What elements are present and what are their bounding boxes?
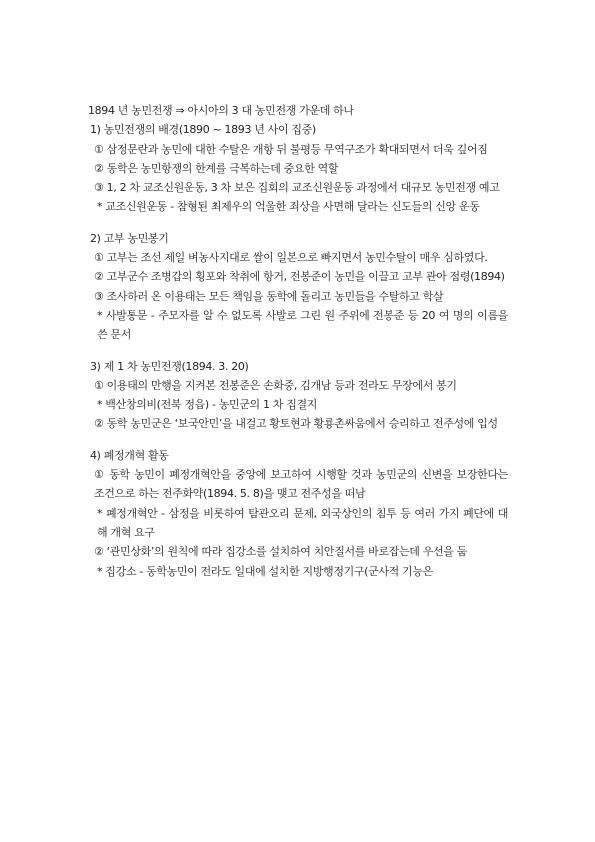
- list-item: ① 고부는 조선 제일 벼농사지대로 쌀이 일본으로 빠지면서 농민수탈이 매우 심하였다.: [94, 251, 488, 265]
- list-item: ③ 조사하러 온 이용태는 모든 책임을 동학에 돌리고 농민들을 수탈하고 학살: [94, 289, 444, 303]
- section-heading: 2) 고부 농민봉기: [90, 231, 169, 245]
- list-item: ① 이용태의 만행을 지켜본 전봉준은 손화중, 김개남 등과 전라도 무장에서 봉기: [94, 378, 457, 392]
- list-item: ② 고부군수 조병갑의 횡포와 착취에 항거, 전봉준이 농민을 이끌고 고부 관아 점령(1894): [94, 270, 505, 284]
- list-item: ③ 1, 2 차 교조신원운동, 3 차 보은 집회의 교조신원운동 과정에서 대규모 농민전쟁 예고: [94, 181, 500, 195]
- spacer: [88, 434, 508, 446]
- footnote: * 사발통문 - 주모자를 알 수 없도록 사발로 그린 원 주위에 전봉준 등 20 여 명의 이름을 쓴 문서: [97, 308, 508, 342]
- footnote: * 교조신원운동 - 참형된 최제우의 억울한 죄상을 사면해 달라는 신도들의 신앙 운동: [97, 200, 480, 214]
- footnote: * 집강소 - 동학농민이 전라도 일대에 설치한 지방행정기구(군사적 기능은: [97, 564, 433, 578]
- list-item: ① 삼정문란과 농민에 대한 수탈은 개항 뒤 불평등 무역구조가 확대되면서 더욱 깊어짐: [94, 142, 488, 156]
- document-body: [88, 101, 508, 581]
- footnote: * 폐정개혁안 - 삼정을 비롯하여 탐관오리 문제, 외국상인의 침투 등 여러 가지 폐단에 대해 개혁 요구: [97, 506, 508, 539]
- spacer: [88, 217, 508, 229]
- footnote: * 백산창의비(전북 정읍) - 농민군의 1 차 집결지: [97, 398, 318, 412]
- section-heading: 1) 농민전쟁의 배경(1890 ~ 1893 년 사이 집중): [90, 123, 316, 137]
- document-title: 1894 년 농민전쟁 ⇒ 아시아의 3 대 농민전쟁 가운데 하나: [88, 104, 354, 117]
- list-item: ② 동학은 농민항쟁의 한계를 극복하는데 중요한 역할: [94, 161, 339, 175]
- section-heading: 3) 제 1 차 농민전쟁(1894. 3. 20): [90, 359, 249, 373]
- spacer: [88, 345, 508, 357]
- list-item: ① 동학 농민이 폐정개혁안을 중앙에 보고하여 시행할 것과 농민군의 신변을 보장한다는 조건으로 하는 전주화약(1894. 5. 8)을 맺고 전주성을 떠남: [94, 468, 508, 501]
- list-item: ② 동학 농민군은 ‘보국안민’을 내걸고 황토현과 황룡촌싸움에서 승리하고 전주성에 입성: [94, 417, 498, 431]
- list-item: ② ‘관민상화’의 원칙에 따라 집강소를 설치하여 치안질서를 바로잡는데 우선을 둠: [94, 545, 467, 559]
- section-heading: 4) 폐정개혁 활동: [90, 448, 169, 462]
